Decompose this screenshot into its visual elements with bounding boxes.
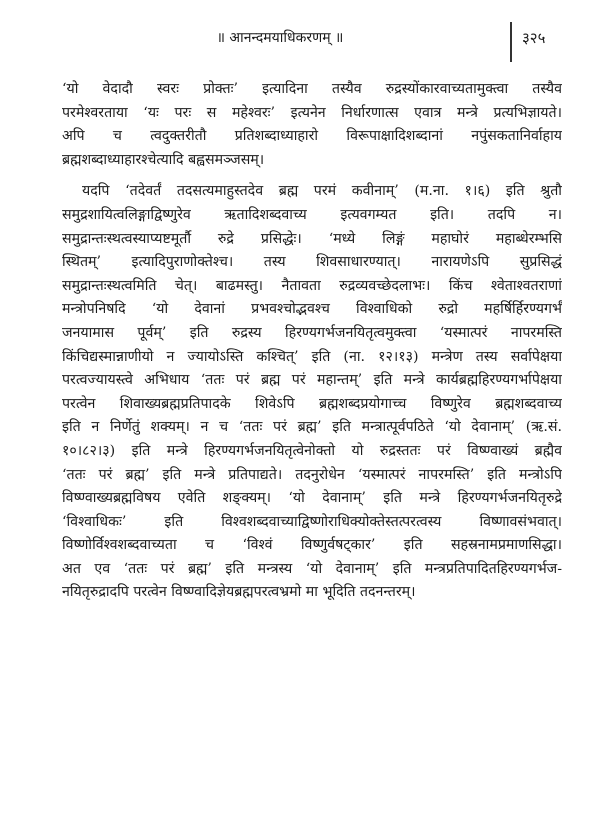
text-line: समुद्रशायित्वलिङ्गाद्विष्णुरेव ऋतादिशब्दवाच्य इत्यवगम्यत इति। तदपि न।	[62, 206, 562, 223]
text-line: ‘ततः परं ब्रह्म’ इति मन्त्रे प्रतिपाद्यते। तदनुरोधेन ‘यस्मात्परं नापरमस्ति’ इति मन्त्रोऽपि	[62, 466, 562, 483]
text-line: अपि च त्वदुक्तरीतौ प्रतिशब्दाध्याहारो विरूपाक्षादिशब्दानां नपुंसकतानिर्वाहाय	[62, 128, 562, 145]
text-line: विष्णोर्विश्वशब्दवाच्यता च ‘विश्वं विष्णुर्वषट्कार’ इति सहस्रनामप्रमाणसिद्धा।	[62, 537, 562, 554]
text-line: स्थितम्’ इत्यादिपुराणोक्तेश्च। तस्य शिवसाधारण्यात्। नारायणेऽपि सुप्रसिद्धं	[62, 254, 562, 271]
paragraph-2	[62, 180, 562, 605]
page-number: ३२५	[522, 29, 546, 47]
text-line: मन्त्रोपनिषदि ‘यो देवानां प्रभवश्चोद्भवश्च विश्वाधिको रुद्रो महर्षिर्हिरण्यगर्भं	[62, 301, 562, 318]
running-header-title: ॥ आनन्दमयाधिकरणम् ॥	[216, 30, 344, 46]
text-line: परमेश्वरताया ‘यः परः स महेश्वरः’ इत्यनेन निर्धारणात्स एवात्र मन्त्रे प्रत्यभिज्ञायते।	[62, 104, 562, 121]
text-line: परत्वेन शिवाख्यब्रह्मप्रतिपादके शिवेऽपि ब्रह्मशब्दप्रयोगाच्च विष्णुरेव ब्रह्मशब्दवाच्य	[62, 395, 562, 412]
body-text	[62, 78, 562, 605]
text-line: ब्रह्मशब्दाध्याहारश्चेत्यादि बह्वसमञ्जसम्।	[62, 151, 265, 168]
text-line: समुद्रान्तःस्थत्वस्याप्यष्टमूर्तौ रुद्रे प्रसिद्धेः। ‘मध्ये लिङ्गं महाघोरं महाब्धेरम्भसि	[62, 230, 562, 247]
text-line: यदपि ‘तदेवर्तं तदसत्यमाहुस्तदेव ब्रह्म परमं कवीनाम्’ (म.ना. १।६) इति श्रुतौ	[82, 183, 562, 200]
text-line: विष्ण्वाख्यब्रह्मविषय एवेति शङ्क्यम्। ‘यो देवानाम्’ इति मन्त्रे हिरण्यगर्भजनयितृरुद्रे	[62, 490, 562, 507]
text-line: ‘यो वेदादौ स्वरः प्रोक्तः’ इत्यादिना तस्यैव रुद्रस्योंकारवाच्यतामुक्त्वा तस्यैव	[62, 81, 562, 97]
paragraph-1	[62, 78, 562, 172]
text-line: समुद्रान्तःस्थत्वमिति चेत्। बाढमस्तु। नैतावता रुद्रव्यवच्छेदलाभः। किंच श्वेताश्वतराणां	[62, 277, 562, 294]
header-divider	[510, 22, 512, 62]
text-line: ‘विश्वाधिकः’ इति विश्वशब्दवाच्याद्विष्णोराधिक्योक्तेस्तत्परत्वस्य विष्णावसंभवात्।	[62, 513, 562, 530]
text-line: परत्वज्यायस्त्वे अभिधाय ‘ततः परं ब्रह्म परं महान्तम्’ इति मन्त्रे कार्यब्रह्महिरण्यगर्भापेक्षया	[62, 372, 562, 389]
text-line: १०।८२।३) इति मन्त्रे हिरण्यगर्भजनयितृत्वेनोक्तो यो रुद्रस्ततः परं विष्ण्वाख्यं ब्रह्मैव	[62, 442, 562, 459]
text-line: किंचिद्यस्मान्नाणीयो न ज्यायोऽस्ति कश्चित्’ इति (ना. १२।१३) मन्त्रेण तस्य सर्वापेक्षया	[62, 348, 562, 365]
text-line: अत एव ‘ततः परं ब्रह्म’ इति मन्त्रस्य ‘यो देवानाम्’ इति मन्त्रप्रतिपादितहिरण्यगर्भज-	[62, 560, 562, 577]
paragraph-gap	[62, 172, 562, 180]
text-line: जनयामास पूर्वम्’ इति रुद्रस्य हिरण्यगर्भजनयितृत्वमुक्त्वा ‘यस्मात्परं नापरमस्ति	[62, 324, 562, 341]
text-line: नयितृरुद्रादपि परत्वेन विष्ण्वादिज्ञेयब्रह्मपरत्वभ्रमो मा भूदिति तदनन्तरम्।	[62, 584, 416, 601]
text-line: इति न निर्णेतुं शक्यम्। न च ‘ततः परं ब्रह्म’ इति मन्त्रात्पूर्वपठिते ‘यो देवानाम्’ (ऋ.सं.	[62, 419, 562, 436]
